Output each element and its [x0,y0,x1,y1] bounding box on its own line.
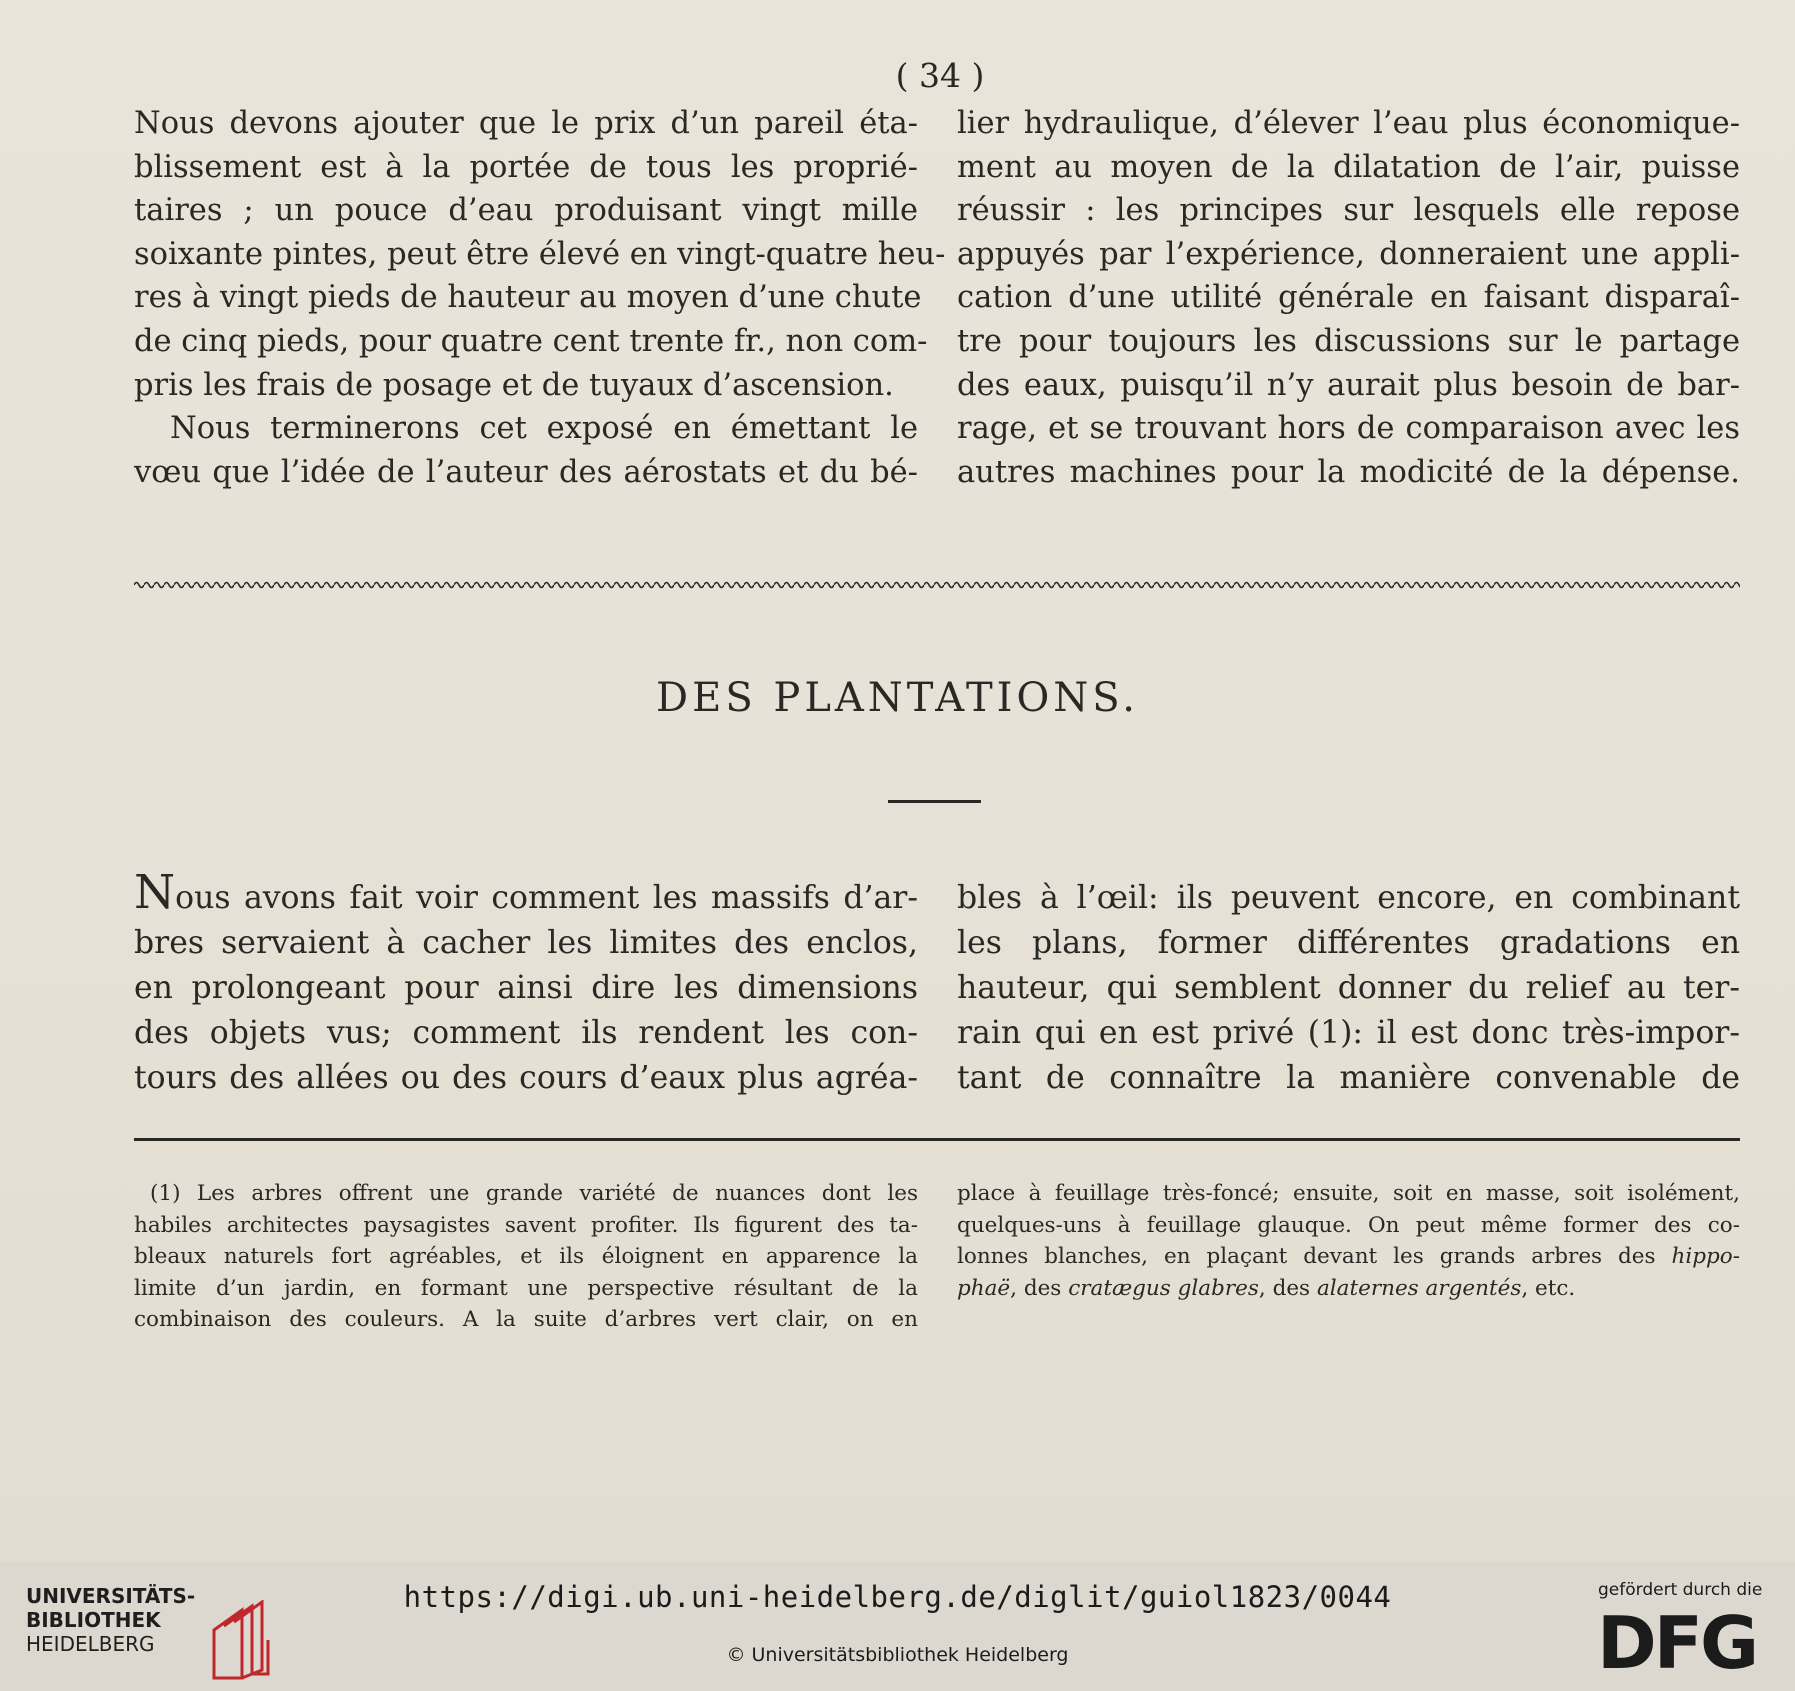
footnote-right-column [957,1178,1740,1304]
section-title: DES PLANTATIONS. [656,675,1139,721]
text-line: lier hydraulique, d’élever l’eau plus économique- [957,106,1740,141]
first-line-text: ous avons fait voir comment les massifs d’ar- [175,880,918,916]
text-line: autres machines pour la modicité de la dépense. [957,454,1740,490]
funding-label: gefördert durch die [1598,1580,1763,1600]
dfg-logo[interactable] [1597,1606,1767,1676]
lower-left-column [134,865,918,1101]
lower-right-column [957,876,1740,1101]
text-line: tours des allées ou des cours d’eaux plus agréa- [134,1060,918,1096]
permalink-url[interactable]: https://digi.ub.uni-heidelberg.de/diglit/guiol1823/0044 [403,1580,1392,1614]
dfg-logo-text: DFG [1597,1606,1757,1676]
text-line: rage, et se trouvant hors de comparaison avec les [957,411,1740,447]
footnote-line: place à feuillage très-foncé; ensuite, soit en masse, soit isolément, [957,1181,1740,1206]
footnote-italic: alaternes argentés [1316,1275,1522,1301]
text-line: soixante pintes, peut être élevé en vingt-quatre heu- [134,236,946,272]
text-line: taires ; un pouce d’eau produisant vingt mille [134,193,918,229]
text-line: hauteur, qui semblent donner du relief au ter- [957,970,1740,1006]
footnote-left-column [134,1178,918,1336]
text-line [134,865,918,921]
text-line: des eaux, puisqu’il n’y aurait plus besoin de bar- [957,367,1740,403]
text-line: vœu que l’idée de l’auteur des aérostats et du bé- [134,454,918,490]
text-line: tant de connaître la manière convenable de [957,1060,1740,1096]
text-line: res à vingt pieds de hauteur au moyen d’une chute [134,280,922,316]
footnote-line: bleaux naturels fort agréables, et ils éloignent en apparence la [134,1244,918,1270]
text-line: cation d’une utilité générale en faisant disparaî- [957,280,1740,316]
text-line: pris les frais de posage et de tuyaux d’ascension. [134,367,894,403]
footnote-divider [134,1138,1740,1141]
footnote-text: , des [1258,1275,1317,1301]
text-line: tre pour toujours les discussions sur le partage [957,323,1740,359]
footnote-text: , etc. [1521,1275,1576,1301]
upper-right-column [957,102,1740,494]
wavy-divider [134,578,1740,592]
text-line: blissement est à la portée de tous les proprié- [134,149,918,185]
library-name-line3: HEIDELBERG [26,1632,155,1656]
footnote-line: (1) Les arbres offrent une grande variété de nuances dont les [150,1181,918,1206]
footnote-line: habiles architectes paysagistes savent profiter. Ils figurent des ta- [134,1212,918,1238]
text-line: les plans, former différentes gradations en [957,925,1740,961]
footnote-line: quelques-uns à feuillage glauque. On peut même former des co- [957,1212,1740,1238]
text-line: réussir : les principes sur lesquels elle repose [957,193,1740,229]
text-line: ment au moyen de la dilatation de l’air, puisse [957,149,1740,185]
title-underline [888,800,981,803]
text-line: Nous terminerons cet exposé en émettant le [170,411,918,447]
footnote-italic: hippo- [1671,1244,1740,1270]
text-line: de cinq pieds, pour quatre cent trente fr., non com- [134,323,928,359]
footnote-line [957,1241,1740,1273]
footnote-line: combinaison des couleurs. A la suite d’arbres vert clair, on en [134,1307,918,1333]
page-number: ( 34 ) [895,56,985,95]
footnote-text: lonnes blanches, en plaçant devant les grands arbres des [957,1244,1672,1270]
library-name-line2: BIBLIOTHEK [26,1608,161,1632]
text-line: bles à l’œil: ils peuvent encore, en combinant [957,880,1740,916]
copyright-notice: © Universitätsbibliothek Heidelberg [726,1644,1069,1666]
text-line: des objets vus; comment ils rendent les con- [134,1015,918,1051]
text-line: Nous devons ajouter que le prix d’un pareil éta- [134,106,918,141]
upper-left-column [134,102,946,494]
viewer-footer [0,1562,1795,1691]
text-line: bres servaient à cacher les limites des enclos, [134,925,918,961]
footnote-italic: cratægus glabres [1068,1275,1259,1301]
text-line: en prolongeant pour ainsi dire les dimensions [134,970,918,1006]
footnote-text: , des [1010,1275,1069,1301]
footnote-line [957,1273,1740,1305]
footnote-italic: phaë [957,1275,1011,1301]
text-line: appuyés par l’expérience, donneraient une appli- [957,236,1740,272]
text-line: rain qui en est privé (1): il est donc très-impor- [957,1015,1740,1051]
drop-cap: N [134,865,176,920]
footnote-line: limite d’un jardin, en formant une perspective résultant de la [134,1275,918,1301]
library-name-line1: UNIVERSITÄTS- [26,1584,196,1608]
